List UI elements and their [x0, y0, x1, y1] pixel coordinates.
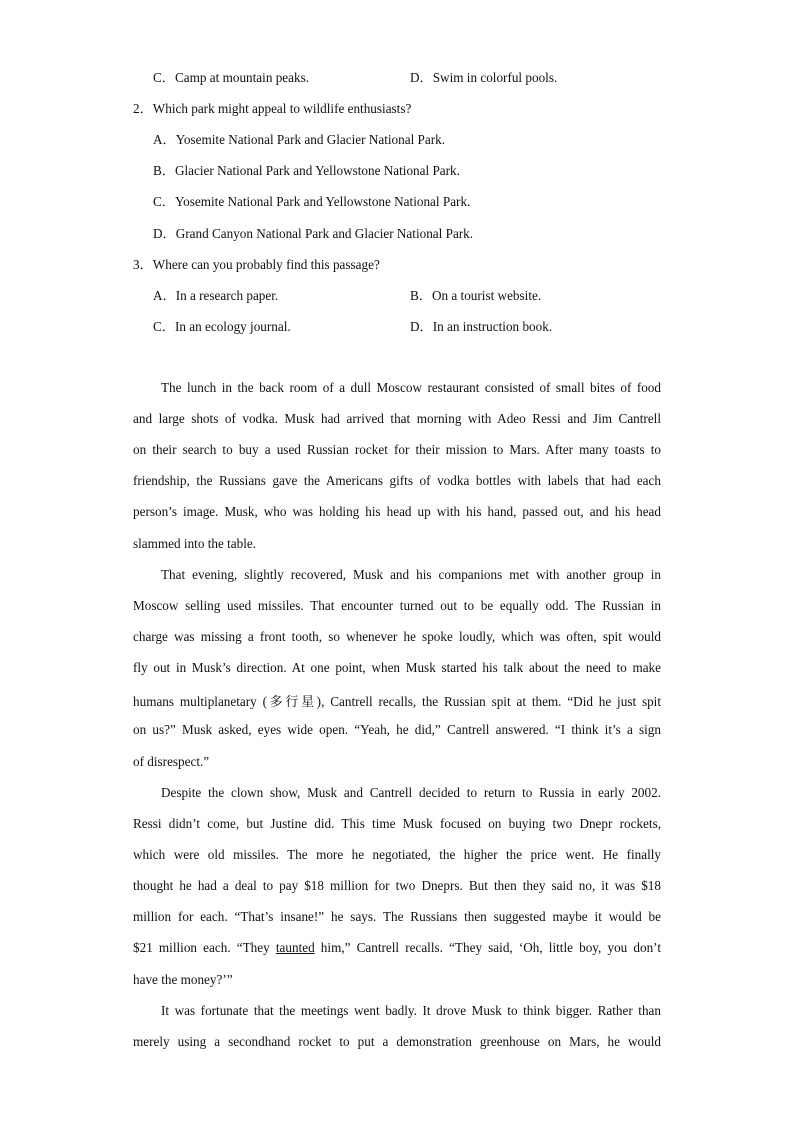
p2-line: of disrespect.” [133, 754, 210, 769]
p3-line: which were old missiles. The more he negotiated, the higher the price went. He finally [133, 847, 661, 862]
q3-option-b: B．On a tourist website. [410, 288, 542, 303]
p3-line: million for each. “That’s insane!” he says. The Russians then suggested maybe it would be [133, 909, 661, 924]
p1-line: person’s image. Musk, who was holding his head up with his hand, passed out, and his head [133, 504, 661, 519]
p4-line: It was fortunate that the meetings went badly. It drove Musk to think bigger. Rather than [161, 1003, 661, 1018]
p3-line-with-underline [133, 940, 661, 956]
p4-line: merely using a secondhand rocket to put a demonstration greenhouse on Mars, he would [133, 1034, 661, 1049]
p2-line: That evening, slightly recovered, Musk and his companions met with another group in [161, 567, 661, 582]
q1-option-c: C．Camp at mountain peaks. [153, 70, 310, 85]
p2-line: charge was missing a front tooth, so whenever he spoke loudly, which was often, spit would [133, 629, 661, 644]
q3-option-d: D．In an instruction book. [410, 319, 553, 334]
p1-line: The lunch in the back room of a dull Moscow restaurant consisted of small bites of food [161, 380, 661, 395]
p2-line: on us?” Musk asked, eyes wide open. “Yeah, he did,” Cantrell answered. “I think it’s a sign [133, 722, 661, 737]
p3-line: thought he had a deal to pay $18 million for two Dneprs. But then they said no, it was $18 [133, 878, 661, 893]
p1-line: friendship, the Russians gave the Americans gifts of vodka bottles with labels that had each [133, 473, 661, 488]
p3-line: Despite the clown show, Musk and Cantrell decided to return to Russia in early 2002. [161, 785, 661, 800]
p2-line: Moscow selling used missiles. That encounter turned out to be equally odd. The Russian in [133, 598, 661, 613]
p1-line: on their search to buy a used Russian rocket for their mission to Mars. After many toasts to [133, 442, 661, 457]
p2-line: humans multiplanetary (多行星), Cantrell recalls, the Russian spit at them. “Did he just spit [133, 694, 661, 709]
p3-line: Ressi didn’t come, but Justine did. This time Musk focused on buying two Dnepr rockets, [133, 816, 661, 831]
q2-option-c: C．Yosemite National Park and Yellowstone National Park. [153, 194, 471, 209]
q3-option-c: C．In an ecology journal. [153, 319, 291, 334]
p1-line: and large shots of vodka. Musk had arrived that morning with Adeo Ressi and Jim Cantrell [133, 411, 661, 426]
p3-text-after: him,” Cantrell recalls. “They said, ‘Oh, little boy, you don’t [314, 940, 661, 955]
p1-line: slammed into the table. [133, 536, 257, 551]
p2-line: fly out in Musk’s direction. At one point, when Musk started his talk about the need to make [133, 660, 661, 675]
q3-stem: 3．Where can you probably find this passage? [133, 257, 380, 272]
q2-option-b: B．Glacier National Park and Yellowstone National Park. [153, 163, 460, 178]
q2-option-a: A．Yosemite National Park and Glacier National Park. [153, 132, 446, 147]
p3-line: have the money?’” [133, 972, 233, 987]
q3-option-a: A．In a research paper. [153, 288, 279, 303]
underlined-word-taunted: taunted [275, 940, 315, 955]
q1-option-d: D．Swim in colorful pools. [410, 70, 558, 85]
q2-stem: 2．Which park might appeal to wildlife enthusiasts? [133, 101, 412, 116]
p3-text-before: $21 million each. “They [133, 940, 276, 955]
q2-option-d: D．Grand Canyon National Park and Glacier National Park. [153, 226, 474, 241]
